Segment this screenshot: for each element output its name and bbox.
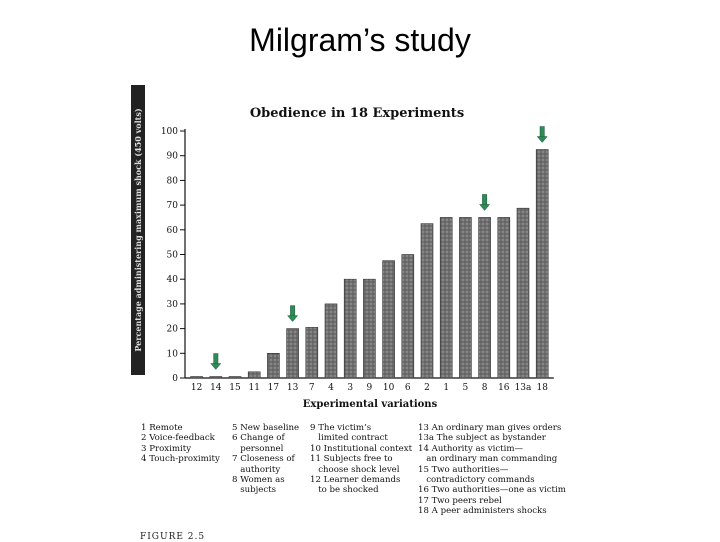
bar-13 bbox=[287, 329, 299, 378]
highlight-arrow-13 bbox=[288, 306, 298, 322]
legend-column-4 bbox=[418, 423, 566, 517]
legend-item: subjects bbox=[232, 485, 277, 496]
legend-item: 7 Closeness of bbox=[232, 454, 295, 465]
figure-caption: FIGURE 2.5 bbox=[140, 532, 206, 542]
bar-3 bbox=[344, 279, 356, 378]
x-tick-label: 6 bbox=[404, 383, 411, 393]
x-tick-label: 10 bbox=[382, 383, 395, 393]
slide-title: Milgram’s study bbox=[249, 22, 471, 58]
legend-item: 14 Authority as victim— bbox=[418, 443, 524, 454]
x-tick-label: 12 bbox=[190, 383, 203, 393]
bar-18 bbox=[536, 150, 548, 378]
x-tick-labels bbox=[191, 383, 548, 393]
legend-item: 5 New baseline bbox=[232, 423, 300, 433]
obedience-bar-chart bbox=[150, 95, 600, 415]
bar-13a bbox=[517, 208, 529, 378]
legend-item: choose shock level bbox=[310, 464, 400, 475]
x-tick-label: 3 bbox=[347, 383, 354, 393]
legend-column-3 bbox=[310, 423, 412, 496]
x-tick-label: 8 bbox=[481, 383, 488, 393]
legend-item: 13a The subject as bystander bbox=[418, 433, 546, 444]
legend-item: 6 Change of bbox=[232, 433, 285, 444]
y-tick-label: 70 bbox=[166, 201, 178, 212]
bar-11 bbox=[248, 372, 260, 378]
x-tick-label: 5 bbox=[462, 383, 469, 393]
y-tick-label: 40 bbox=[166, 275, 178, 286]
bars bbox=[191, 150, 549, 378]
bar-2 bbox=[421, 224, 433, 378]
legend-item: 13 An ordinary man gives orders bbox=[418, 423, 562, 433]
bar-6 bbox=[402, 255, 414, 379]
y-tick-label: 50 bbox=[166, 250, 178, 261]
highlight-arrows bbox=[211, 127, 547, 370]
legend-item: 10 Institutional context bbox=[310, 443, 413, 454]
legend-item: contradictory commands bbox=[418, 475, 535, 486]
legend-item: 15 Two authorities— bbox=[418, 464, 509, 475]
x-tick-label: 13a bbox=[514, 383, 532, 393]
y-tick-label: 100 bbox=[160, 127, 178, 137]
y-tick-label: 10 bbox=[166, 349, 178, 360]
legend-item: 9 The victim’s bbox=[310, 423, 372, 433]
legend-column-1 bbox=[141, 423, 220, 465]
bar-17 bbox=[267, 353, 279, 378]
bar-9 bbox=[363, 279, 375, 378]
bar-5 bbox=[459, 217, 471, 378]
x-tick-label: 11 bbox=[248, 383, 260, 393]
legend-item: 17 Two peers rebel bbox=[418, 495, 502, 506]
bar-16 bbox=[498, 217, 510, 378]
x-tick-label: 4 bbox=[328, 383, 334, 393]
legend-item: limited contract bbox=[310, 433, 388, 444]
legend-item: 2 Voice-feedback bbox=[141, 433, 215, 444]
bar-7 bbox=[306, 327, 318, 378]
legend-item: 3 Proximity bbox=[141, 443, 192, 454]
legend-item: 16 Two authorities—one as victim bbox=[418, 485, 566, 496]
y-tick-label: 0 bbox=[172, 374, 178, 384]
x-tick-label: 18 bbox=[536, 383, 548, 393]
y-tick-label: 30 bbox=[166, 299, 178, 310]
highlight-arrow-8 bbox=[480, 194, 490, 210]
x-tick-label: 2 bbox=[424, 383, 430, 393]
y-tick-label: 20 bbox=[166, 324, 178, 335]
bar-14 bbox=[210, 377, 222, 378]
x-tick-label: 7 bbox=[308, 383, 315, 393]
y-axis bbox=[161, 127, 554, 384]
legend-item: 4 Touch-proximity bbox=[141, 454, 220, 465]
legend-item: 1 Remote bbox=[141, 423, 183, 433]
x-tick-label: 14 bbox=[210, 383, 222, 393]
legend-item: personnel bbox=[232, 443, 284, 454]
legend-item: authority bbox=[232, 464, 281, 475]
x-tick-label: 17 bbox=[267, 383, 280, 393]
x-tick-label: 9 bbox=[366, 383, 373, 393]
y-tick-label: 60 bbox=[166, 225, 178, 236]
bar-4 bbox=[325, 304, 337, 378]
legend-item: 11 Subjects free to bbox=[310, 454, 393, 465]
legend-column-2 bbox=[232, 423, 299, 496]
legend-item: 8 Women as bbox=[232, 475, 285, 486]
x-tick-label: 1 bbox=[443, 383, 450, 393]
highlight-arrow-18 bbox=[537, 127, 547, 143]
y-tick-label: 80 bbox=[166, 176, 178, 187]
chart-title: Obedience in 18 Experiments bbox=[249, 106, 465, 121]
x-tick-label: 16 bbox=[498, 383, 510, 393]
legend-item: to be shocked bbox=[310, 485, 379, 496]
bar-10 bbox=[383, 261, 395, 378]
legend-item: 18 A peer administers shocks bbox=[418, 506, 547, 517]
y-tick-label: 90 bbox=[166, 151, 178, 162]
x-axis-label: Experimental variations bbox=[302, 399, 438, 410]
bar-8 bbox=[479, 217, 491, 378]
x-tick-label: 15 bbox=[229, 383, 241, 393]
legend-item: an ordinary man commanding bbox=[418, 454, 558, 465]
bar-1 bbox=[440, 217, 452, 378]
x-tick-label: 13 bbox=[286, 383, 299, 393]
y-axis-label: Percentage administering maximum shock (450 volts) bbox=[133, 108, 143, 352]
legend-item: 12 Learner demands bbox=[310, 475, 401, 486]
bar-15 bbox=[229, 377, 241, 378]
highlight-arrow-14 bbox=[211, 354, 221, 370]
bar-12 bbox=[191, 377, 203, 378]
